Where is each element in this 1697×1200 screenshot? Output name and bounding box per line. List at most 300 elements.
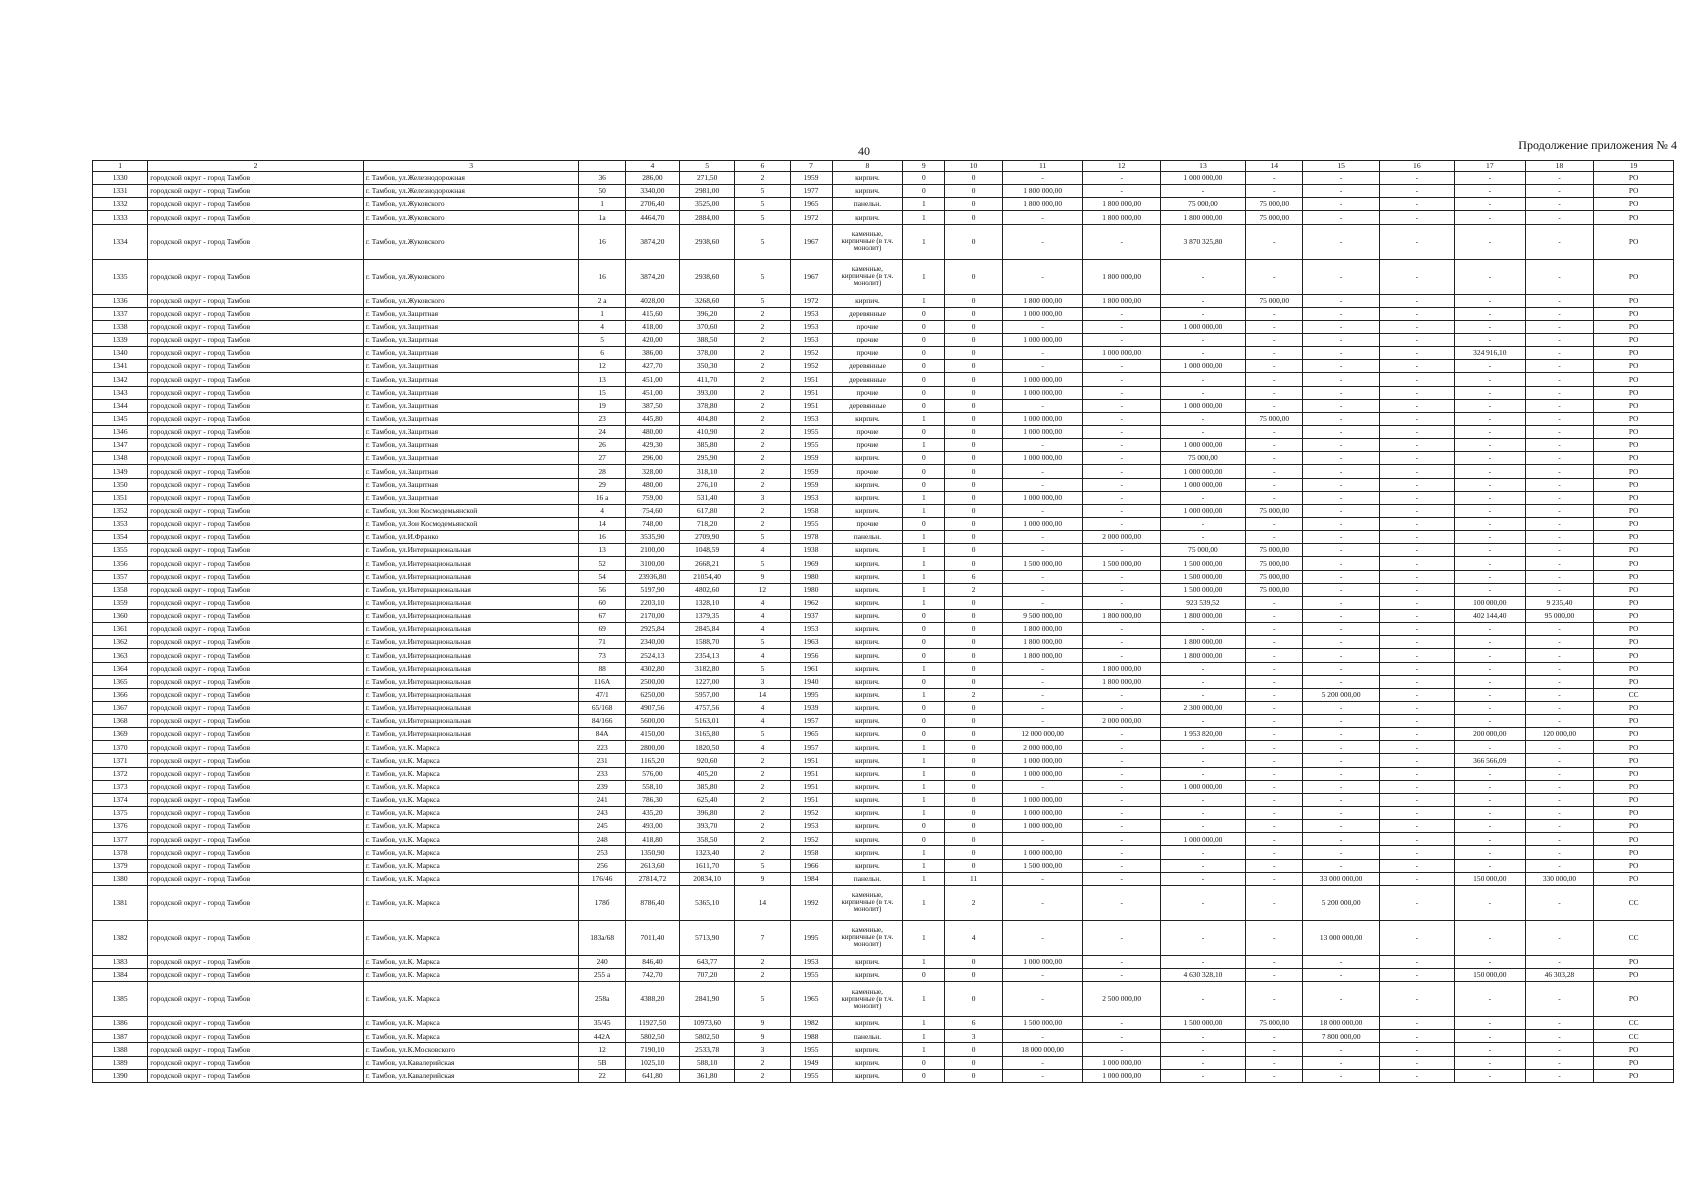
table-cell: 1937 [790, 609, 832, 622]
table-cell: 75 000,00 [1246, 211, 1303, 224]
table-cell: 402 144,40 [1454, 609, 1525, 622]
table-cell: РО [1594, 1056, 1674, 1069]
table-cell: 0 [945, 741, 1002, 754]
table-cell: 0 [903, 185, 945, 198]
table-cell: 1965 [790, 728, 832, 741]
table-cell: 19 [579, 399, 625, 412]
table-cell: 1969 [790, 557, 832, 570]
table-cell: 29 [579, 478, 625, 491]
table-cell: 0 [945, 807, 1002, 820]
table-cell: 75 000,00 [1246, 294, 1303, 307]
table-cell: - [1303, 517, 1379, 530]
table-cell: 1 [903, 780, 945, 793]
table-cell: 23936,80 [625, 570, 679, 583]
table-cell: - [1246, 596, 1303, 609]
table-row [93, 623, 1674, 636]
table-cell: 1 [903, 491, 945, 504]
table-cell: 2 [945, 583, 1002, 596]
table-cell: 588,10 [680, 1056, 735, 1069]
table-cell: г. Тамбов, ул.К. Маркса [363, 820, 579, 833]
table-cell: 1165,20 [625, 754, 679, 767]
table-cell: - [1379, 439, 1454, 452]
table-row [93, 452, 1674, 465]
table-cell: - [1246, 224, 1303, 259]
table-cell: 0 [945, 504, 1002, 517]
table-cell: 2 [735, 780, 790, 793]
table-cell: 480,00 [625, 478, 679, 491]
table-cell: 1965 [790, 982, 832, 1017]
table-cell: 5 [735, 531, 790, 544]
table-cell: г. Тамбов, ул.Жуковского [363, 224, 579, 259]
table-cell: городской округ - город Тамбов [148, 531, 364, 544]
table-cell: городской округ - город Тамбов [148, 833, 364, 846]
table-cell: 21054,40 [680, 570, 735, 583]
table-cell: 1 800 000,00 [1160, 609, 1245, 622]
table-cell: - [1303, 333, 1379, 346]
table-cell: 385,80 [680, 439, 735, 452]
table-cell: 5 [735, 224, 790, 259]
table-cell: 4802,60 [680, 583, 735, 596]
table-row [93, 412, 1674, 425]
table-cell: 0 [945, 767, 1002, 780]
table-cell: 1 000 000,00 [1002, 846, 1083, 859]
table-cell: 75 000,00 [1160, 544, 1245, 557]
table-cell: 0 [903, 833, 945, 846]
table-cell: 2500,00 [625, 675, 679, 688]
table-cell: - [1379, 662, 1454, 675]
table-cell: - [1246, 452, 1303, 465]
table-cell: г. Тамбов, ул.К. Маркса [363, 955, 579, 968]
table-cell: г. Тамбов, ул.Интернациональная [363, 728, 579, 741]
table-row [93, 333, 1674, 346]
table-cell: 1350,90 [625, 846, 679, 859]
table-cell: - [1454, 715, 1525, 728]
table-cell: - [1454, 780, 1525, 793]
table-cell: 2 500 000,00 [1083, 982, 1160, 1017]
table-cell: - [1525, 1017, 1594, 1030]
table-cell: - [1083, 701, 1160, 714]
table-cell: РО [1594, 172, 1674, 185]
table-cell: РО [1594, 211, 1674, 224]
table-cell: - [1525, 439, 1594, 452]
table-cell: - [1246, 793, 1303, 806]
table-cell: 1 800 000,00 [1002, 623, 1083, 636]
table-cell: РО [1594, 636, 1674, 649]
table-cell: 5 [735, 636, 790, 649]
table-row [93, 596, 1674, 609]
table-cell: 1951 [790, 780, 832, 793]
table-cell: 2 [735, 969, 790, 982]
table-cell: городской округ - город Тамбов [148, 1056, 364, 1069]
table-cell: 28 [579, 465, 625, 478]
table-row [93, 347, 1674, 360]
table-cell: г. Тамбов, ул.Интернациональная [363, 675, 579, 688]
table-cell: городской округ - город Тамбов [148, 172, 364, 185]
table-cell: 9 500 000,00 [1002, 609, 1083, 622]
table-cell: 2354,13 [680, 649, 735, 662]
table-cell: 405,20 [680, 767, 735, 780]
table-cell: г. Тамбов, ул.К. Маркса [363, 1030, 579, 1043]
table-cell: кирпич. [832, 807, 903, 820]
table-cell: - [1002, 478, 1083, 491]
table-cell: 0 [945, 294, 1002, 307]
table-cell: 1363 [93, 649, 148, 662]
table-cell: кирпич. [832, 1017, 903, 1030]
table-cell: РО [1594, 307, 1674, 320]
table-cell: кирпич. [832, 504, 903, 517]
table-cell: 11927,50 [625, 1017, 679, 1030]
table-cell: 393,70 [680, 820, 735, 833]
table-cell: 1 000 000,00 [1002, 425, 1083, 438]
table-cell: 1961 [790, 662, 832, 675]
table-cell: г. Тамбов, ул.Защитная [363, 478, 579, 491]
table-cell: 5197,90 [625, 583, 679, 596]
table-cell: 56 [579, 583, 625, 596]
table-cell: деревянные [832, 399, 903, 412]
table-cell: - [1303, 439, 1379, 452]
table-cell: - [1083, 846, 1160, 859]
table-cell: - [1160, 386, 1245, 399]
table-cell: - [1083, 807, 1160, 820]
table-cell: г. Тамбов, ул.Защитная [363, 347, 579, 360]
table-cell: 241 [579, 793, 625, 806]
table-cell: 0 [945, 662, 1002, 675]
table-cell: - [1160, 767, 1245, 780]
table-cell: 1957 [790, 715, 832, 728]
table-cell: 5 [735, 982, 790, 1017]
table-cell: - [1525, 544, 1594, 557]
table-row [93, 1056, 1674, 1069]
table-row [93, 955, 1674, 968]
table-cell: 1 [903, 920, 945, 955]
table-cell: - [1246, 609, 1303, 622]
table-cell: 1331 [93, 185, 148, 198]
table-cell: РО [1594, 955, 1674, 968]
table-cell: - [1002, 347, 1083, 360]
table-cell: - [1246, 185, 1303, 198]
table-cell: - [1083, 224, 1160, 259]
table-cell: 3 [735, 491, 790, 504]
table-cell: - [1454, 172, 1525, 185]
table-cell: 2 [735, 360, 790, 373]
table-cell: каменные, кирпичные (в т.ч. монолит) [832, 224, 903, 259]
table-cell: - [1379, 360, 1454, 373]
table-cell: 1362 [93, 636, 148, 649]
table-cell: 1343 [93, 386, 148, 399]
table-cell: - [1525, 701, 1594, 714]
table-cell: 1335 [93, 259, 148, 294]
table-cell: - [1525, 662, 1594, 675]
table-cell: - [1303, 452, 1379, 465]
table-cell: - [1002, 872, 1083, 885]
table-cell: - [1246, 172, 1303, 185]
table-cell: - [1525, 185, 1594, 198]
table-cell: кирпич. [832, 969, 903, 982]
table-cell: прочие [832, 386, 903, 399]
table-cell: городской округ - город Тамбов [148, 754, 364, 767]
table-cell: - [1160, 793, 1245, 806]
table-cell: 1 [903, 846, 945, 859]
table-cell: 0 [903, 399, 945, 412]
table-cell: 1 000 000,00 [1160, 320, 1245, 333]
table-cell: 1 [903, 872, 945, 885]
table-cell: 0 [945, 544, 1002, 557]
table-cell: 1940 [790, 675, 832, 688]
table-cell: 0 [945, 955, 1002, 968]
table-cell: 0 [903, 636, 945, 649]
table-cell: 846,40 [625, 955, 679, 968]
table-cell: - [1525, 1069, 1594, 1082]
table-cell: РО [1594, 793, 1674, 806]
table-cell: - [1454, 517, 1525, 530]
table-cell: прочие [832, 347, 903, 360]
table-cell: - [1379, 701, 1454, 714]
table-cell: - [1379, 320, 1454, 333]
table-cell: - [1525, 1056, 1594, 1069]
table-row [93, 399, 1674, 412]
table-cell: - [1525, 224, 1594, 259]
table-cell: РО [1594, 715, 1674, 728]
table-cell: 1354 [93, 531, 148, 544]
table-cell: 1380 [93, 872, 148, 885]
table-cell: - [1525, 452, 1594, 465]
table-cell: 1956 [790, 649, 832, 662]
table-cell: - [1246, 399, 1303, 412]
table-cell: 0 [903, 1056, 945, 1069]
table-cell: 1 [903, 807, 945, 820]
table-cell: - [1525, 465, 1594, 478]
table-cell: 1358 [93, 583, 148, 596]
table-cell: 1 [903, 198, 945, 211]
table-cell: 378,00 [680, 347, 735, 360]
table-cell: кирпич. [832, 557, 903, 570]
table-cell: - [1454, 1017, 1525, 1030]
table-row [93, 741, 1674, 754]
table-cell: 1385 [93, 982, 148, 1017]
table-cell: 1980 [790, 570, 832, 583]
table-cell: - [1454, 185, 1525, 198]
table-cell: 1334 [93, 224, 148, 259]
table-cell: 1 000 000,00 [1002, 793, 1083, 806]
table-cell: городской округ - город Тамбов [148, 412, 364, 425]
table-cell: 200 000,00 [1454, 728, 1525, 741]
table-cell: РО [1594, 969, 1674, 982]
table-cell: - [1525, 172, 1594, 185]
table-cell: г. Тамбов, ул.К. Маркса [363, 780, 579, 793]
table-cell: 393,00 [680, 386, 735, 399]
table-cell: 418,80 [625, 833, 679, 846]
table-cell: 1373 [93, 780, 148, 793]
table-cell: - [1303, 807, 1379, 820]
table-cell: 1611,70 [680, 859, 735, 872]
table-cell: 1 800 000,00 [1002, 649, 1083, 662]
table-cell: городской округ - город Тамбов [148, 767, 364, 780]
table-cell: - [1246, 636, 1303, 649]
table-cell: - [1303, 478, 1379, 491]
table-cell: 150 000,00 [1454, 969, 1525, 982]
table-cell: прочие [832, 439, 903, 452]
table-cell: 0 [945, 172, 1002, 185]
table-cell: - [1083, 833, 1160, 846]
table-row [93, 172, 1674, 185]
table-cell: 0 [903, 969, 945, 982]
table-cell: СС [1594, 688, 1674, 701]
table-cell: 120 000,00 [1525, 728, 1594, 741]
table-cell: - [1525, 688, 1594, 701]
table-cell: 2706,40 [625, 198, 679, 211]
table-cell: - [1160, 623, 1245, 636]
page-number: 40 [858, 144, 870, 158]
table-cell: - [1002, 211, 1083, 224]
table-cell: РО [1594, 294, 1674, 307]
table-cell: - [1303, 412, 1379, 425]
table-cell: 1 [903, 412, 945, 425]
table-cell: - [1083, 320, 1160, 333]
table-cell: 2170,00 [625, 609, 679, 622]
table-cell: 1 800 000,00 [1160, 211, 1245, 224]
table-cell: 1 500 000,00 [1002, 557, 1083, 570]
table-cell: 2 [735, 955, 790, 968]
table-cell: г. Тамбов, ул.Железнодорожная [363, 172, 579, 185]
table-cell: 1995 [790, 920, 832, 955]
table-cell: - [1525, 833, 1594, 846]
table-cell: - [1525, 846, 1594, 859]
table-cell: - [1303, 955, 1379, 968]
table-cell: 1374 [93, 793, 148, 806]
table-cell: городской округ - город Тамбов [148, 1069, 364, 1082]
table-cell: 2 [735, 1069, 790, 1082]
table-cell: - [1525, 320, 1594, 333]
column-number-cell: 15 [1303, 161, 1379, 172]
table-cell: - [1379, 425, 1454, 438]
table-cell: 3874,20 [625, 224, 679, 259]
table-cell: 0 [903, 623, 945, 636]
table-cell: 1951 [790, 386, 832, 399]
table-cell: 1340 [93, 347, 148, 360]
table-cell: 5365,10 [680, 885, 735, 920]
table-cell: - [1525, 955, 1594, 968]
table-cell: 1341 [93, 360, 148, 373]
table-cell: городской округ - город Тамбов [148, 920, 364, 955]
table-cell: - [1525, 859, 1594, 872]
table-cell: 46 303,28 [1525, 969, 1594, 982]
table-cell: панельн. [832, 531, 903, 544]
table-cell: - [1246, 872, 1303, 885]
table-cell: г. Тамбов, ул.Жуковского [363, 294, 579, 307]
table-cell: - [1454, 399, 1525, 412]
table-cell: - [1246, 820, 1303, 833]
table-cell: - [1379, 504, 1454, 517]
table-cell: кирпич. [832, 1043, 903, 1056]
table-cell: 1972 [790, 294, 832, 307]
table-cell: РО [1594, 412, 1674, 425]
table-cell: 1361 [93, 623, 148, 636]
table-cell: 1951 [790, 767, 832, 780]
table-cell: РО [1594, 399, 1674, 412]
table-cell: - [1379, 517, 1454, 530]
table-cell: - [1303, 820, 1379, 833]
table-cell: 33 000 000,00 [1303, 872, 1379, 885]
table-cell: 1955 [790, 439, 832, 452]
table-cell: городской округ - город Тамбов [148, 859, 364, 872]
table-cell: кирпич. [832, 793, 903, 806]
table-cell: кирпич. [832, 1069, 903, 1082]
table-cell: РО [1594, 596, 1674, 609]
table-cell: 2 [735, 333, 790, 346]
table-cell: 3525,00 [680, 198, 735, 211]
table-cell: 9 235,40 [1525, 596, 1594, 609]
table-cell: - [1525, 504, 1594, 517]
table-cell: 4 [579, 320, 625, 333]
table-cell: - [1454, 1056, 1525, 1069]
table-row [93, 570, 1674, 583]
table-cell: 1984 [790, 872, 832, 885]
table-cell: 1388 [93, 1043, 148, 1056]
table-cell: - [1454, 820, 1525, 833]
table-cell: городской округ - город Тамбов [148, 386, 364, 399]
table-cell: 176/46 [579, 872, 625, 885]
table-cell: г. Тамбов, ул.К. Маркса [363, 846, 579, 859]
table-cell: 0 [945, 224, 1002, 259]
table-cell: - [1246, 531, 1303, 544]
table-header-row [93, 161, 1674, 172]
table-cell: г. Тамбов, ул.Интернациональная [363, 596, 579, 609]
table-row [93, 1030, 1674, 1043]
table-cell: 296,00 [625, 452, 679, 465]
table-cell: 1382 [93, 920, 148, 955]
table-cell: 1959 [790, 452, 832, 465]
column-number-cell: 17 [1454, 161, 1525, 172]
table-cell: 0 [903, 386, 945, 399]
table-cell: 3 [735, 1043, 790, 1056]
table-cell: 0 [903, 820, 945, 833]
table-row [93, 504, 1674, 517]
table-cell: 4907,56 [625, 701, 679, 714]
table-cell: 2 [735, 807, 790, 820]
table-cell: прочие [832, 517, 903, 530]
table-cell: - [1379, 386, 1454, 399]
table-cell: - [1525, 675, 1594, 688]
table-cell: - [1379, 1069, 1454, 1082]
table-cell: 718,20 [680, 517, 735, 530]
table-cell: г. Тамбов, ул.К. Маркса [363, 767, 579, 780]
table-cell: 0 [903, 675, 945, 688]
table-cell: прочие [832, 333, 903, 346]
table-cell: 35/45 [579, 1017, 625, 1030]
table-cell: 0 [945, 452, 1002, 465]
table-cell: 1 000 000,00 [1002, 412, 1083, 425]
table-cell: г. Тамбов, ул.Интернациональная [363, 649, 579, 662]
table-cell: 0 [903, 347, 945, 360]
table-cell: 1820,50 [680, 741, 735, 754]
column-number-cell: 2 [148, 161, 364, 172]
table-cell: - [1083, 333, 1160, 346]
column-number-cell: 12 [1083, 161, 1160, 172]
table-cell: 12 000 000,00 [1002, 728, 1083, 741]
table-cell: 1955 [790, 1043, 832, 1056]
table-row [93, 425, 1674, 438]
table-cell: 5 [735, 728, 790, 741]
table-cell: 75 000,00 [1160, 198, 1245, 211]
table-cell: - [1379, 294, 1454, 307]
table-cell: - [1160, 675, 1245, 688]
table-cell: - [1303, 583, 1379, 596]
table-cell: - [1160, 491, 1245, 504]
table-cell: 5 [579, 333, 625, 346]
table-cell: - [1246, 478, 1303, 491]
table-cell: 1 [903, 885, 945, 920]
table-cell: - [1379, 185, 1454, 198]
